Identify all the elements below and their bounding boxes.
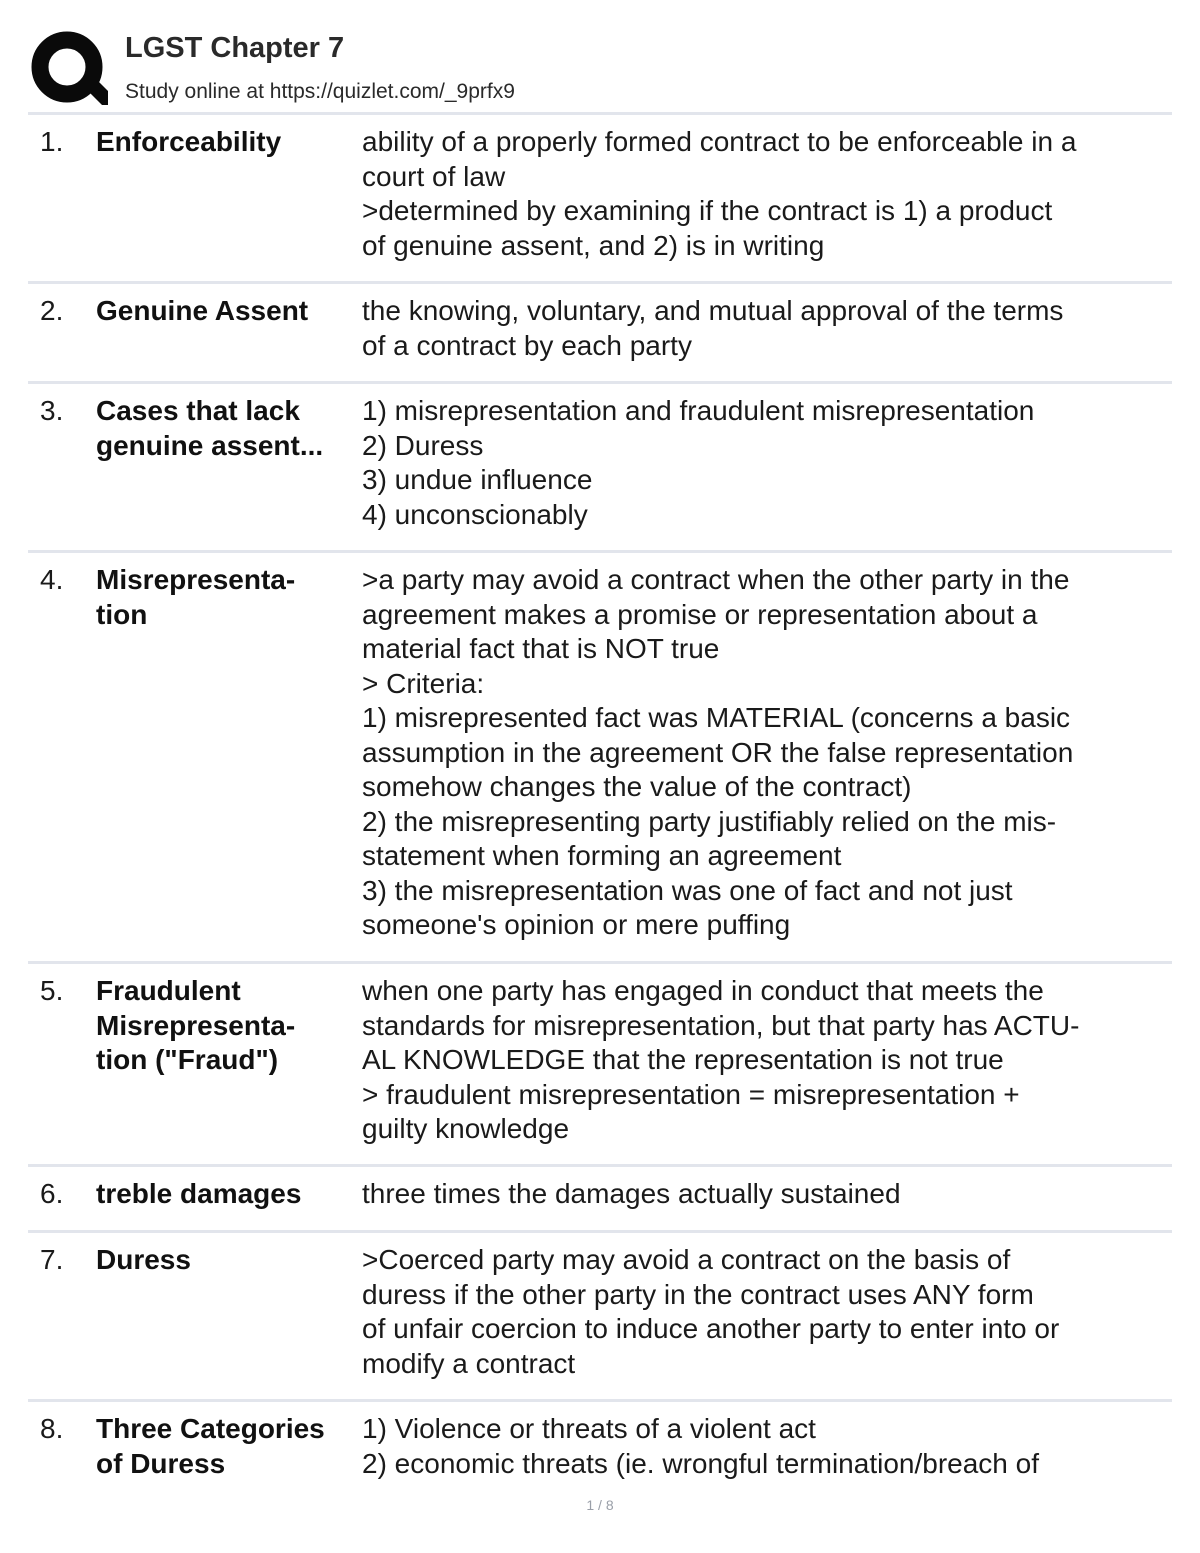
divider: [28, 112, 1172, 115]
divider: [28, 1230, 1172, 1233]
entry-number: 1.: [40, 126, 64, 157]
term-line: Duress: [96, 1244, 191, 1275]
term-line: tion ("Fraud"): [96, 1044, 279, 1075]
term-line: Three Categories: [96, 1413, 325, 1444]
definition-line: statement when forming an agreement: [362, 840, 842, 871]
entry-definition: [362, 294, 1167, 363]
entry-term: [96, 1243, 358, 1278]
term-line: Fraudulent: [96, 975, 241, 1006]
entry-number: 2.: [40, 295, 64, 326]
definition-line: 2) economic threats (ie. wrongful termination/breach of: [362, 1447, 1039, 1479]
definition-line: assumption in the agreement OR the false representation: [362, 736, 1074, 768]
divider: [28, 1399, 1172, 1402]
entry-definition: [362, 394, 1167, 532]
definition-line: material fact that is NOT true: [362, 633, 720, 664]
term-line: treble damages: [96, 1178, 302, 1209]
definition-line: ability of a properly formed contract to be enforceable in a: [362, 126, 1077, 157]
divider: [28, 281, 1172, 284]
divider: [28, 381, 1172, 384]
definition-line: >Coerced party may avoid a contract on the basis of: [362, 1244, 1011, 1275]
definition-line: duress if the other party in the contract uses ANY form: [362, 1278, 1034, 1310]
term-line: Misrepresenta-: [96, 1009, 296, 1041]
definition-line: agreement makes a promise or representation about a: [362, 598, 1038, 630]
definition-line: > Criteria:: [362, 667, 485, 699]
definition-line: 1) Violence or threats of a violent act: [362, 1413, 816, 1444]
entry-term: [96, 294, 358, 329]
entry-definition: [362, 1243, 1167, 1381]
page-number: 1 / 8: [586, 1497, 614, 1513]
entry-number: 6.: [40, 1178, 64, 1209]
entry-term: [96, 1412, 358, 1481]
term-line: Genuine Assent: [96, 295, 309, 326]
definition-line: of unfair coercion to induce another party to enter into or: [362, 1313, 1060, 1344]
term-line: tion: [96, 598, 148, 630]
definition-line: >determined by examining if the contract is 1) a product: [362, 195, 1053, 226]
definition-line: 1) misrepresentation and fraudulent misrepresentation: [362, 395, 1035, 426]
definition-line: >a party may avoid a contract when the other party in the: [362, 564, 1070, 595]
study-online-link[interactable]: Study online at https://quizlet.com/_9prfx9: [125, 80, 515, 103]
definition-line: modify a contract: [362, 1347, 576, 1379]
definition-line: 3) the misrepresentation was one of fact and not just: [362, 874, 1013, 906]
definition-line: guilty knowledge: [362, 1113, 570, 1144]
entry-number: 7.: [40, 1244, 64, 1275]
divider: [28, 1164, 1172, 1167]
definition-line: 4) unconscionably: [362, 498, 588, 530]
definition-line: 3) undue influence: [362, 464, 593, 495]
definition-line: of a contract by each party: [362, 329, 692, 361]
page-title: LGST Chapter 7: [125, 32, 345, 64]
term-line: genuine assent...: [96, 429, 324, 461]
divider: [28, 550, 1172, 553]
entry-term: [96, 563, 358, 632]
divider: [28, 961, 1172, 964]
entry-term: [96, 1177, 358, 1212]
definition-line: > fraudulent misrepresentation = misrepresentation +: [362, 1078, 1020, 1110]
definition-line: AL KNOWLEDGE that the representation is not true: [362, 1044, 1004, 1075]
definition-line: someone's opinion or mere puffing: [362, 909, 791, 940]
entry-number: 3.: [40, 395, 64, 426]
definition-line: of genuine assent, and 2) is in writing: [362, 229, 825, 261]
definition-line: court of law: [362, 160, 506, 192]
definition-line: three times the damages actually sustained: [362, 1178, 901, 1209]
entry-number: 4.: [40, 564, 64, 595]
entry-definition: [362, 974, 1167, 1147]
page-header: [28, 26, 1172, 112]
term-line: Misrepresenta-: [96, 564, 296, 595]
entry-number: 8.: [40, 1413, 64, 1444]
term-line: Cases that lack: [96, 395, 300, 426]
entry-definition: [362, 1412, 1167, 1481]
quizlet-logo-icon: [30, 29, 108, 107]
entry-term: [96, 125, 358, 160]
definition-line: standards for misrepresentation, but that party has ACTU-: [362, 1009, 1080, 1041]
term-line: of Duress: [96, 1447, 226, 1479]
definition-line: 1) misrepresented fact was MATERIAL (concerns a basic: [362, 702, 1071, 733]
definition-line: the knowing, voluntary, and mutual approval of the terms: [362, 295, 1064, 326]
definition-line: somehow changes the value of the contract): [362, 771, 912, 802]
entry-term: [96, 394, 358, 463]
definition-line: 2) the misrepresenting party justifiably relied on the mis-: [362, 805, 1057, 837]
definition-line: when one party has engaged in conduct that meets the: [362, 975, 1044, 1006]
term-line: Enforceability: [96, 126, 282, 157]
entry-term: [96, 974, 358, 1078]
entry-number: 5.: [40, 975, 64, 1006]
entry-definition: [362, 1177, 1167, 1212]
definition-line: 2) Duress: [362, 429, 484, 461]
entry-definition: [362, 563, 1167, 943]
entry-definition: [362, 125, 1167, 263]
